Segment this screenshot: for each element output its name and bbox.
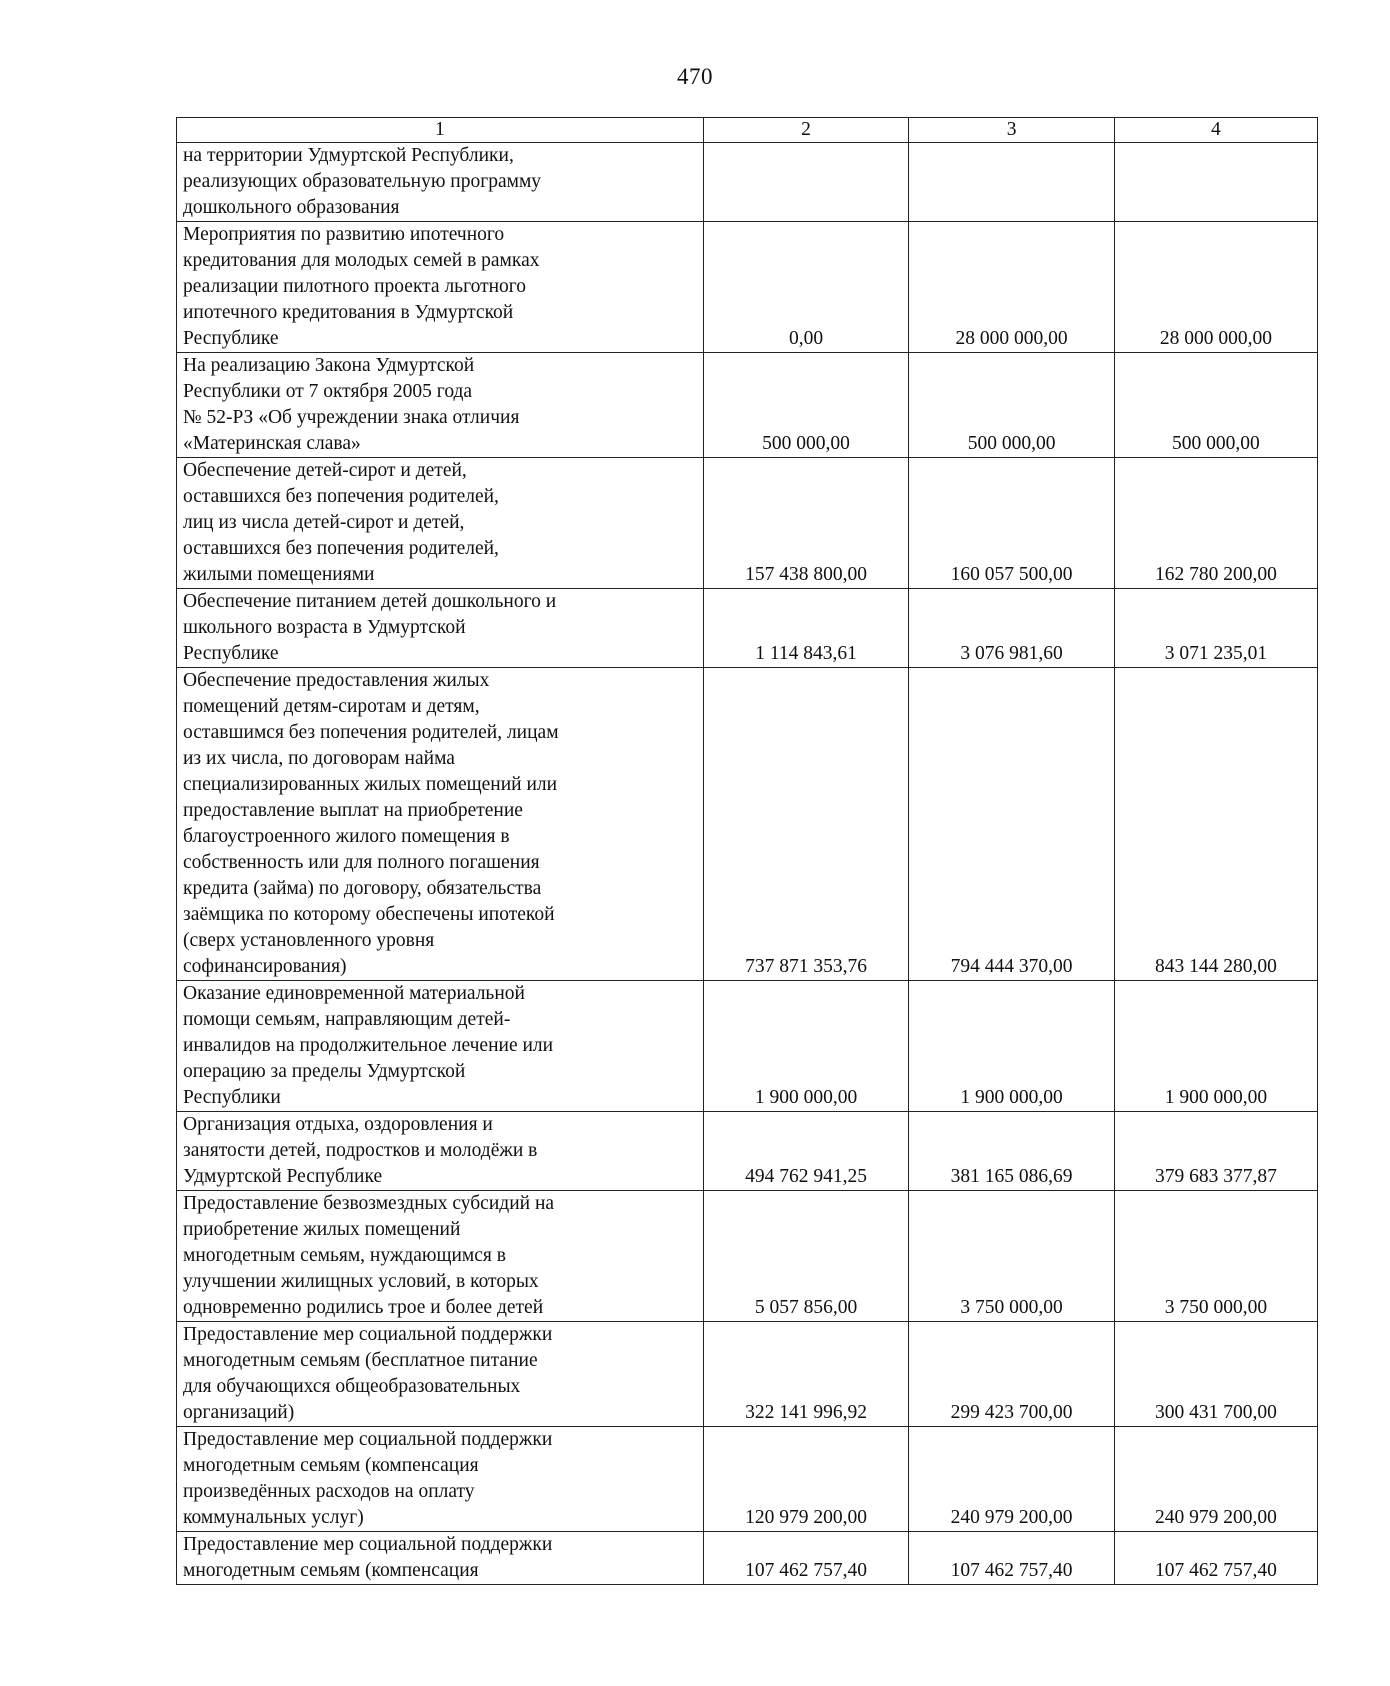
table-row — [177, 981, 1318, 1112]
description-line: жилыми помещениями — [183, 564, 375, 585]
amount-col-3: 381 165 086,69 — [909, 1112, 1115, 1191]
table-row — [177, 1112, 1318, 1191]
description-line: организаций) — [183, 1402, 295, 1423]
column-header-4: 4 — [1114, 118, 1317, 143]
description-line: (сверх установленного уровня — [183, 930, 435, 951]
row-description — [177, 143, 704, 222]
description-line: Республики — [183, 1087, 281, 1108]
description-line: Обеспечение детей-сирот и детей, — [183, 460, 467, 481]
amount-col-4: 162 780 200,00 — [1114, 458, 1317, 589]
description-line: для обучающихся общеобразовательных — [183, 1376, 521, 1397]
description-line: № 52-РЗ «Об учреждении знака отличия — [183, 407, 520, 428]
description-line: Оказание единовременной материальной — [183, 983, 525, 1004]
amount-col-4: 3 750 000,00 — [1114, 1191, 1317, 1322]
amount-col-4: 843 144 280,00 — [1114, 668, 1317, 981]
description-line: Республике — [183, 328, 279, 349]
amount-col-2: 0,00 — [703, 222, 909, 353]
description-line: многодетным семьям (бесплатное питание — [183, 1350, 538, 1371]
description-line: оставшихся без попечения родителей, — [183, 486, 499, 507]
amount-col-2: 1 900 000,00 — [703, 981, 909, 1112]
table-row — [177, 1532, 1318, 1585]
amount-col-2: 737 871 353,76 — [703, 668, 909, 981]
description-line: специализированных жилых помещений или — [183, 774, 558, 795]
amount-col-3: 3 750 000,00 — [909, 1191, 1115, 1322]
table-row — [177, 143, 1318, 222]
amount-col-3: 240 979 200,00 — [909, 1427, 1115, 1532]
description-line: школьного возраста в Удмуртской — [183, 617, 466, 638]
description-line: одновременно родились трое и более детей — [183, 1297, 544, 1318]
table-header-row — [177, 118, 1318, 143]
row-description — [177, 1532, 704, 1585]
description-line: благоустроенного жилого помещения в — [183, 826, 510, 847]
description-line: кредитования для молодых семей в рамках — [183, 250, 540, 271]
description-line: помещений детям-сиротам и детям, — [183, 696, 480, 717]
row-description — [177, 222, 704, 353]
description-line: на территории Удмуртской Республики, — [183, 145, 514, 166]
description-line: приобретение жилых помещений — [183, 1219, 461, 1240]
row-description — [177, 981, 704, 1112]
amount-col-2 — [703, 143, 909, 222]
amount-col-4: 3 071 235,01 — [1114, 589, 1317, 668]
description-line: софинансирования) — [183, 956, 347, 977]
description-line: реализации пилотного проекта льготного — [183, 276, 527, 297]
description-line: кредита (займа) по договору, обязательства — [183, 878, 542, 899]
description-line: многодетным семьям (компенсация — [183, 1455, 479, 1476]
description-line: произведённых расходов на оплату — [183, 1481, 475, 1502]
table-body — [177, 143, 1318, 1585]
amount-col-2: 494 762 941,25 — [703, 1112, 909, 1191]
description-line: Мероприятия по развитию ипотечного — [183, 224, 505, 245]
amount-col-3: 1 900 000,00 — [909, 981, 1115, 1112]
description-line: дошкольного образования — [183, 197, 400, 218]
amount-col-3: 3 076 981,60 — [909, 589, 1115, 668]
description-line: Обеспечение предоставления жилых — [183, 670, 490, 691]
description-line: лиц из числа детей-сирот и детей, — [183, 512, 465, 533]
amount-col-2: 500 000,00 — [703, 353, 909, 458]
column-header-2: 2 — [703, 118, 909, 143]
amount-col-2: 107 462 757,40 — [703, 1532, 909, 1585]
amount-col-2: 5 057 856,00 — [703, 1191, 909, 1322]
description-line: помощи семьям, направляющим детей- — [183, 1009, 511, 1030]
amount-col-3: 299 423 700,00 — [909, 1322, 1115, 1427]
table-row — [177, 668, 1318, 981]
row-description — [177, 668, 704, 981]
description-line: Республике — [183, 643, 279, 664]
table-row — [177, 589, 1318, 668]
budget-table — [176, 117, 1318, 1585]
description-line: Предоставление мер социальной поддержки — [183, 1429, 553, 1450]
description-line: ипотечного кредитования в Удмуртской — [183, 302, 514, 323]
amount-col-4 — [1114, 143, 1317, 222]
table-row — [177, 353, 1318, 458]
table-row — [177, 222, 1318, 353]
description-line: «Материнская слава» — [183, 433, 361, 454]
amount-col-4: 240 979 200,00 — [1114, 1427, 1317, 1532]
description-line: улучшении жилищных условий, в которых — [183, 1271, 539, 1292]
description-line: На реализацию Закона Удмуртской — [183, 355, 475, 376]
row-description — [177, 1427, 704, 1532]
amount-col-4: 28 000 000,00 — [1114, 222, 1317, 353]
column-header-1: 1 — [177, 118, 704, 143]
description-line: из их числа, по договорам найма — [183, 748, 455, 769]
amount-col-4: 107 462 757,40 — [1114, 1532, 1317, 1585]
description-line: собственность или для полного погашения — [183, 852, 540, 873]
description-line: реализующих образовательную программу — [183, 171, 542, 192]
description-line: многодетным семьям, нуждающимся в — [183, 1245, 506, 1266]
description-line: оставшихся без попечения родителей, — [183, 538, 499, 559]
amount-col-3: 160 057 500,00 — [909, 458, 1115, 589]
description-line: Организация отдыха, оздоровления и — [183, 1114, 493, 1135]
row-description — [177, 458, 704, 589]
description-line: коммунальных услуг) — [183, 1507, 364, 1528]
amount-col-2: 1 114 843,61 — [703, 589, 909, 668]
description-line: Удмуртской Республике — [183, 1166, 383, 1187]
description-line: операцию за пределы Удмуртской — [183, 1061, 466, 1082]
page-number: 470 — [677, 64, 713, 89]
description-line: инвалидов на продолжительное лечение или — [183, 1035, 554, 1056]
description-line: Предоставление мер социальной поддержки — [183, 1534, 553, 1555]
description-line: предоставление выплат на приобретение — [183, 800, 523, 821]
amount-col-2: 322 141 996,92 — [703, 1322, 909, 1427]
amount-col-3 — [909, 143, 1115, 222]
description-line: Республики от 7 октября 2005 года — [183, 381, 473, 402]
amount-col-3: 500 000,00 — [909, 353, 1115, 458]
description-line: Предоставление мер социальной поддержки — [183, 1324, 553, 1345]
amount-col-2: 120 979 200,00 — [703, 1427, 909, 1532]
table-row — [177, 1427, 1318, 1532]
description-line: Предоставление безвозмездных субсидий на — [183, 1193, 555, 1214]
row-description — [177, 1191, 704, 1322]
table-row — [177, 1322, 1318, 1427]
table-row — [177, 458, 1318, 589]
amount-col-2: 157 438 800,00 — [703, 458, 909, 589]
description-line: заёмщика по которому обеспечены ипотекой — [183, 904, 555, 925]
amount-col-3: 28 000 000,00 — [909, 222, 1115, 353]
amount-col-4: 300 431 700,00 — [1114, 1322, 1317, 1427]
amount-col-4: 379 683 377,87 — [1114, 1112, 1317, 1191]
table-row — [177, 1191, 1318, 1322]
column-header-3: 3 — [909, 118, 1115, 143]
row-description — [177, 1322, 704, 1427]
row-description — [177, 353, 704, 458]
row-description — [177, 1112, 704, 1191]
row-description — [177, 589, 704, 668]
amount-col-4: 500 000,00 — [1114, 353, 1317, 458]
description-line: оставшимся без попечения родителей, лицам — [183, 722, 559, 743]
description-line: занятости детей, подростков и молодёжи в — [183, 1140, 538, 1161]
amount-col-3: 794 444 370,00 — [909, 668, 1115, 981]
amount-col-4: 1 900 000,00 — [1114, 981, 1317, 1112]
description-line: многодетным семьям (компенсация — [183, 1560, 479, 1581]
amount-col-3: 107 462 757,40 — [909, 1532, 1115, 1585]
description-line: Обеспечение питанием детей дошкольного и — [183, 591, 557, 612]
